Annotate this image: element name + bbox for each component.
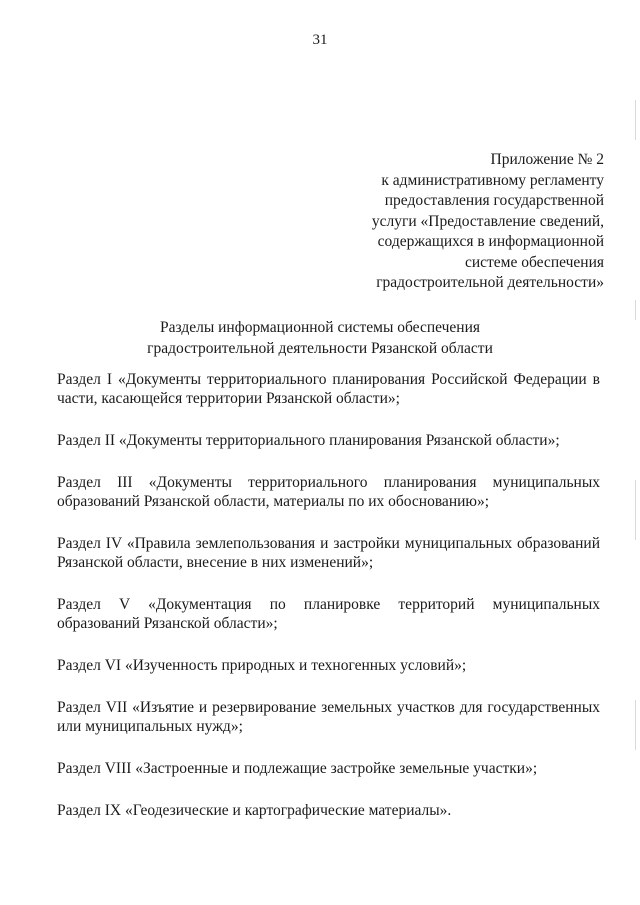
scan-edge-mark	[635, 100, 636, 140]
section-item: Раздел I «Документы территориального планирования Российской Федерации в части, касающейся территории Рязанской области»;	[57, 371, 600, 407]
section-item: Раздел VII «Изъятие и резервирование земельных участков для государственных или муниципальных нужд»;	[57, 699, 600, 735]
section-item: Раздел VIII «Застроенные и подлежащие застройке земельные участки»;	[57, 760, 538, 777]
section-item: Раздел IX «Геодезические и картографические материалы».	[57, 802, 452, 819]
section-item: Раздел IV «Правила землепользования и застройки муниципальных образований Рязанской области, внесение в них изменений»;	[57, 535, 600, 571]
document-heading	[0, 318, 640, 359]
appendix-line: содержащихся в информационной	[377, 233, 604, 250]
section-item: Раздел V «Документация по планировке территорий муниципальных образований Рязанской области»;	[57, 596, 600, 632]
appendix-line: системе обеспечения	[464, 253, 604, 271]
sections-list	[57, 370, 600, 843]
section-item: Раздел II «Документы территориального планирования Рязанской области»;	[57, 432, 560, 449]
section-item: Раздел III «Документы территориального планирования муниципальных образований Рязанской области, материалы по их обоснованию»;	[57, 474, 600, 510]
scan-edge-mark	[635, 300, 636, 320]
appendix-line: предоставления государственной	[384, 192, 604, 209]
appendix-line: градостроительной деятельности»	[376, 274, 604, 291]
appendix-line: Приложение № 2	[490, 151, 604, 168]
heading-line: Разделы информационной системы обеспечения	[159, 319, 481, 336]
scan-edge-mark	[635, 480, 636, 540]
page-number: 31	[312, 32, 328, 48]
heading-line: градостроительной деятельности Рязанской области	[147, 339, 493, 357]
appendix-caption	[304, 150, 604, 294]
appendix-line: к административному регламенту	[381, 171, 604, 189]
section-item: Раздел VI «Изученность природных и техногенных условий»;	[57, 657, 467, 674]
scan-edge-mark	[635, 700, 636, 750]
appendix-line: услуги «Предоставление сведений,	[371, 212, 604, 230]
